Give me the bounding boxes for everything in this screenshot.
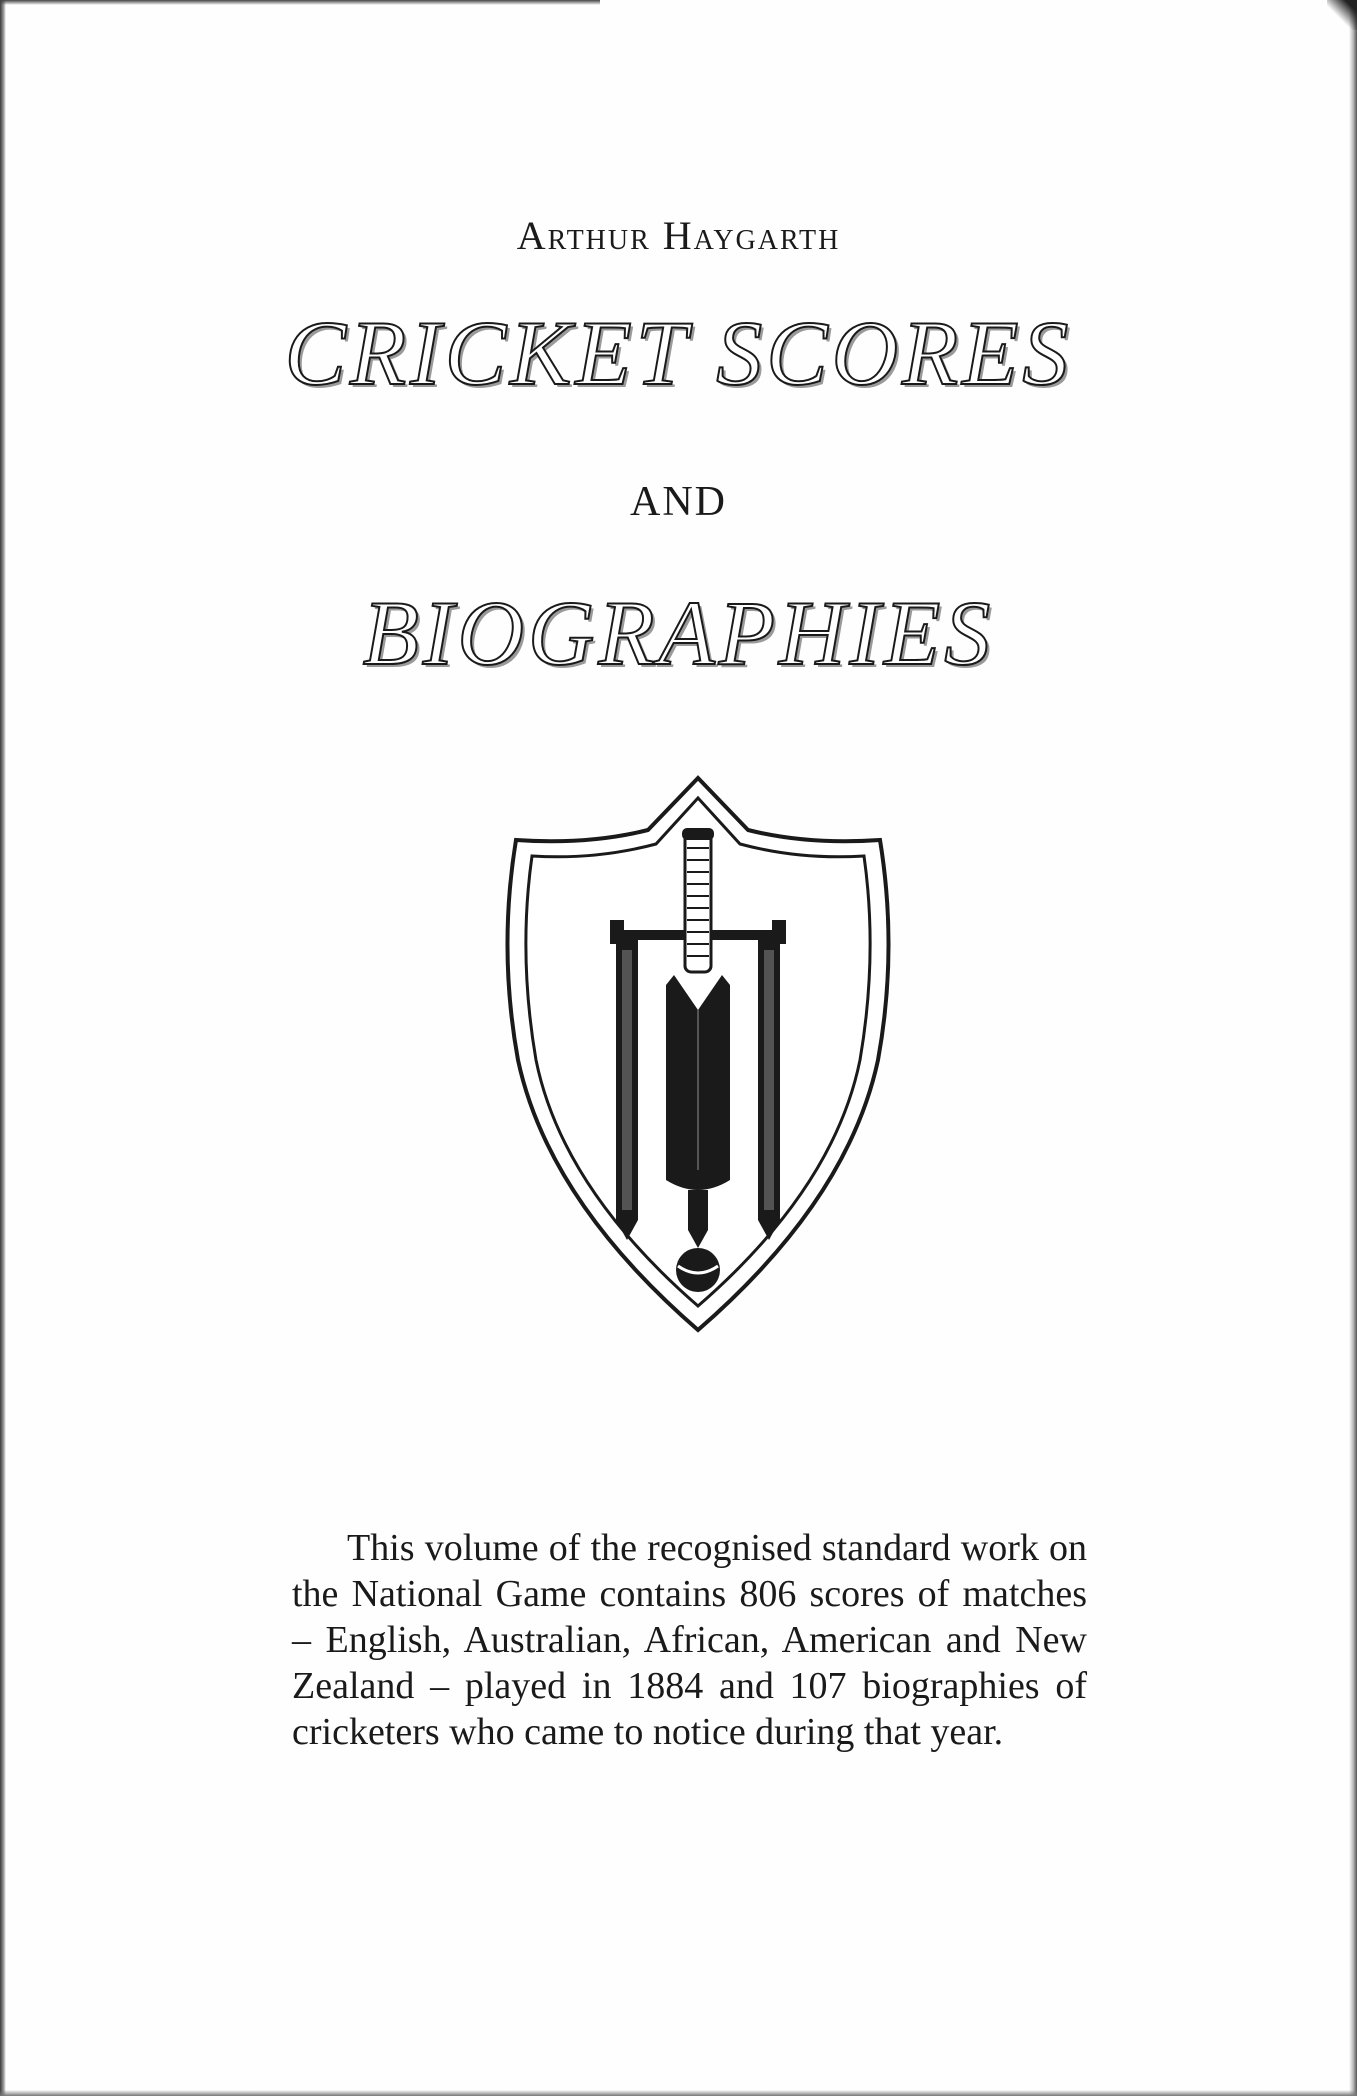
title-conjunction: AND	[630, 479, 727, 525]
cover-edge-bottom	[0, 2090, 1357, 2096]
shield-emblem-icon	[478, 770, 918, 1340]
author-name: Arthur Haygarth	[516, 213, 841, 258]
cover-description: This volume of the recognised standard work on the National Game contains 806 scores of matches – English, Australian, African, American and New Zealand – played in 1884 and 107 biographies of cricketers who came to notice during that year.	[292, 1527, 1087, 1753]
title-line-2: BIOGRAPHIES	[362, 582, 995, 684]
bat-handle	[685, 832, 711, 972]
cover-edge-top	[0, 0, 600, 5]
title-line-1: CRICKET SCORES	[284, 302, 1073, 404]
cover-corner-wear	[1327, 0, 1357, 30]
